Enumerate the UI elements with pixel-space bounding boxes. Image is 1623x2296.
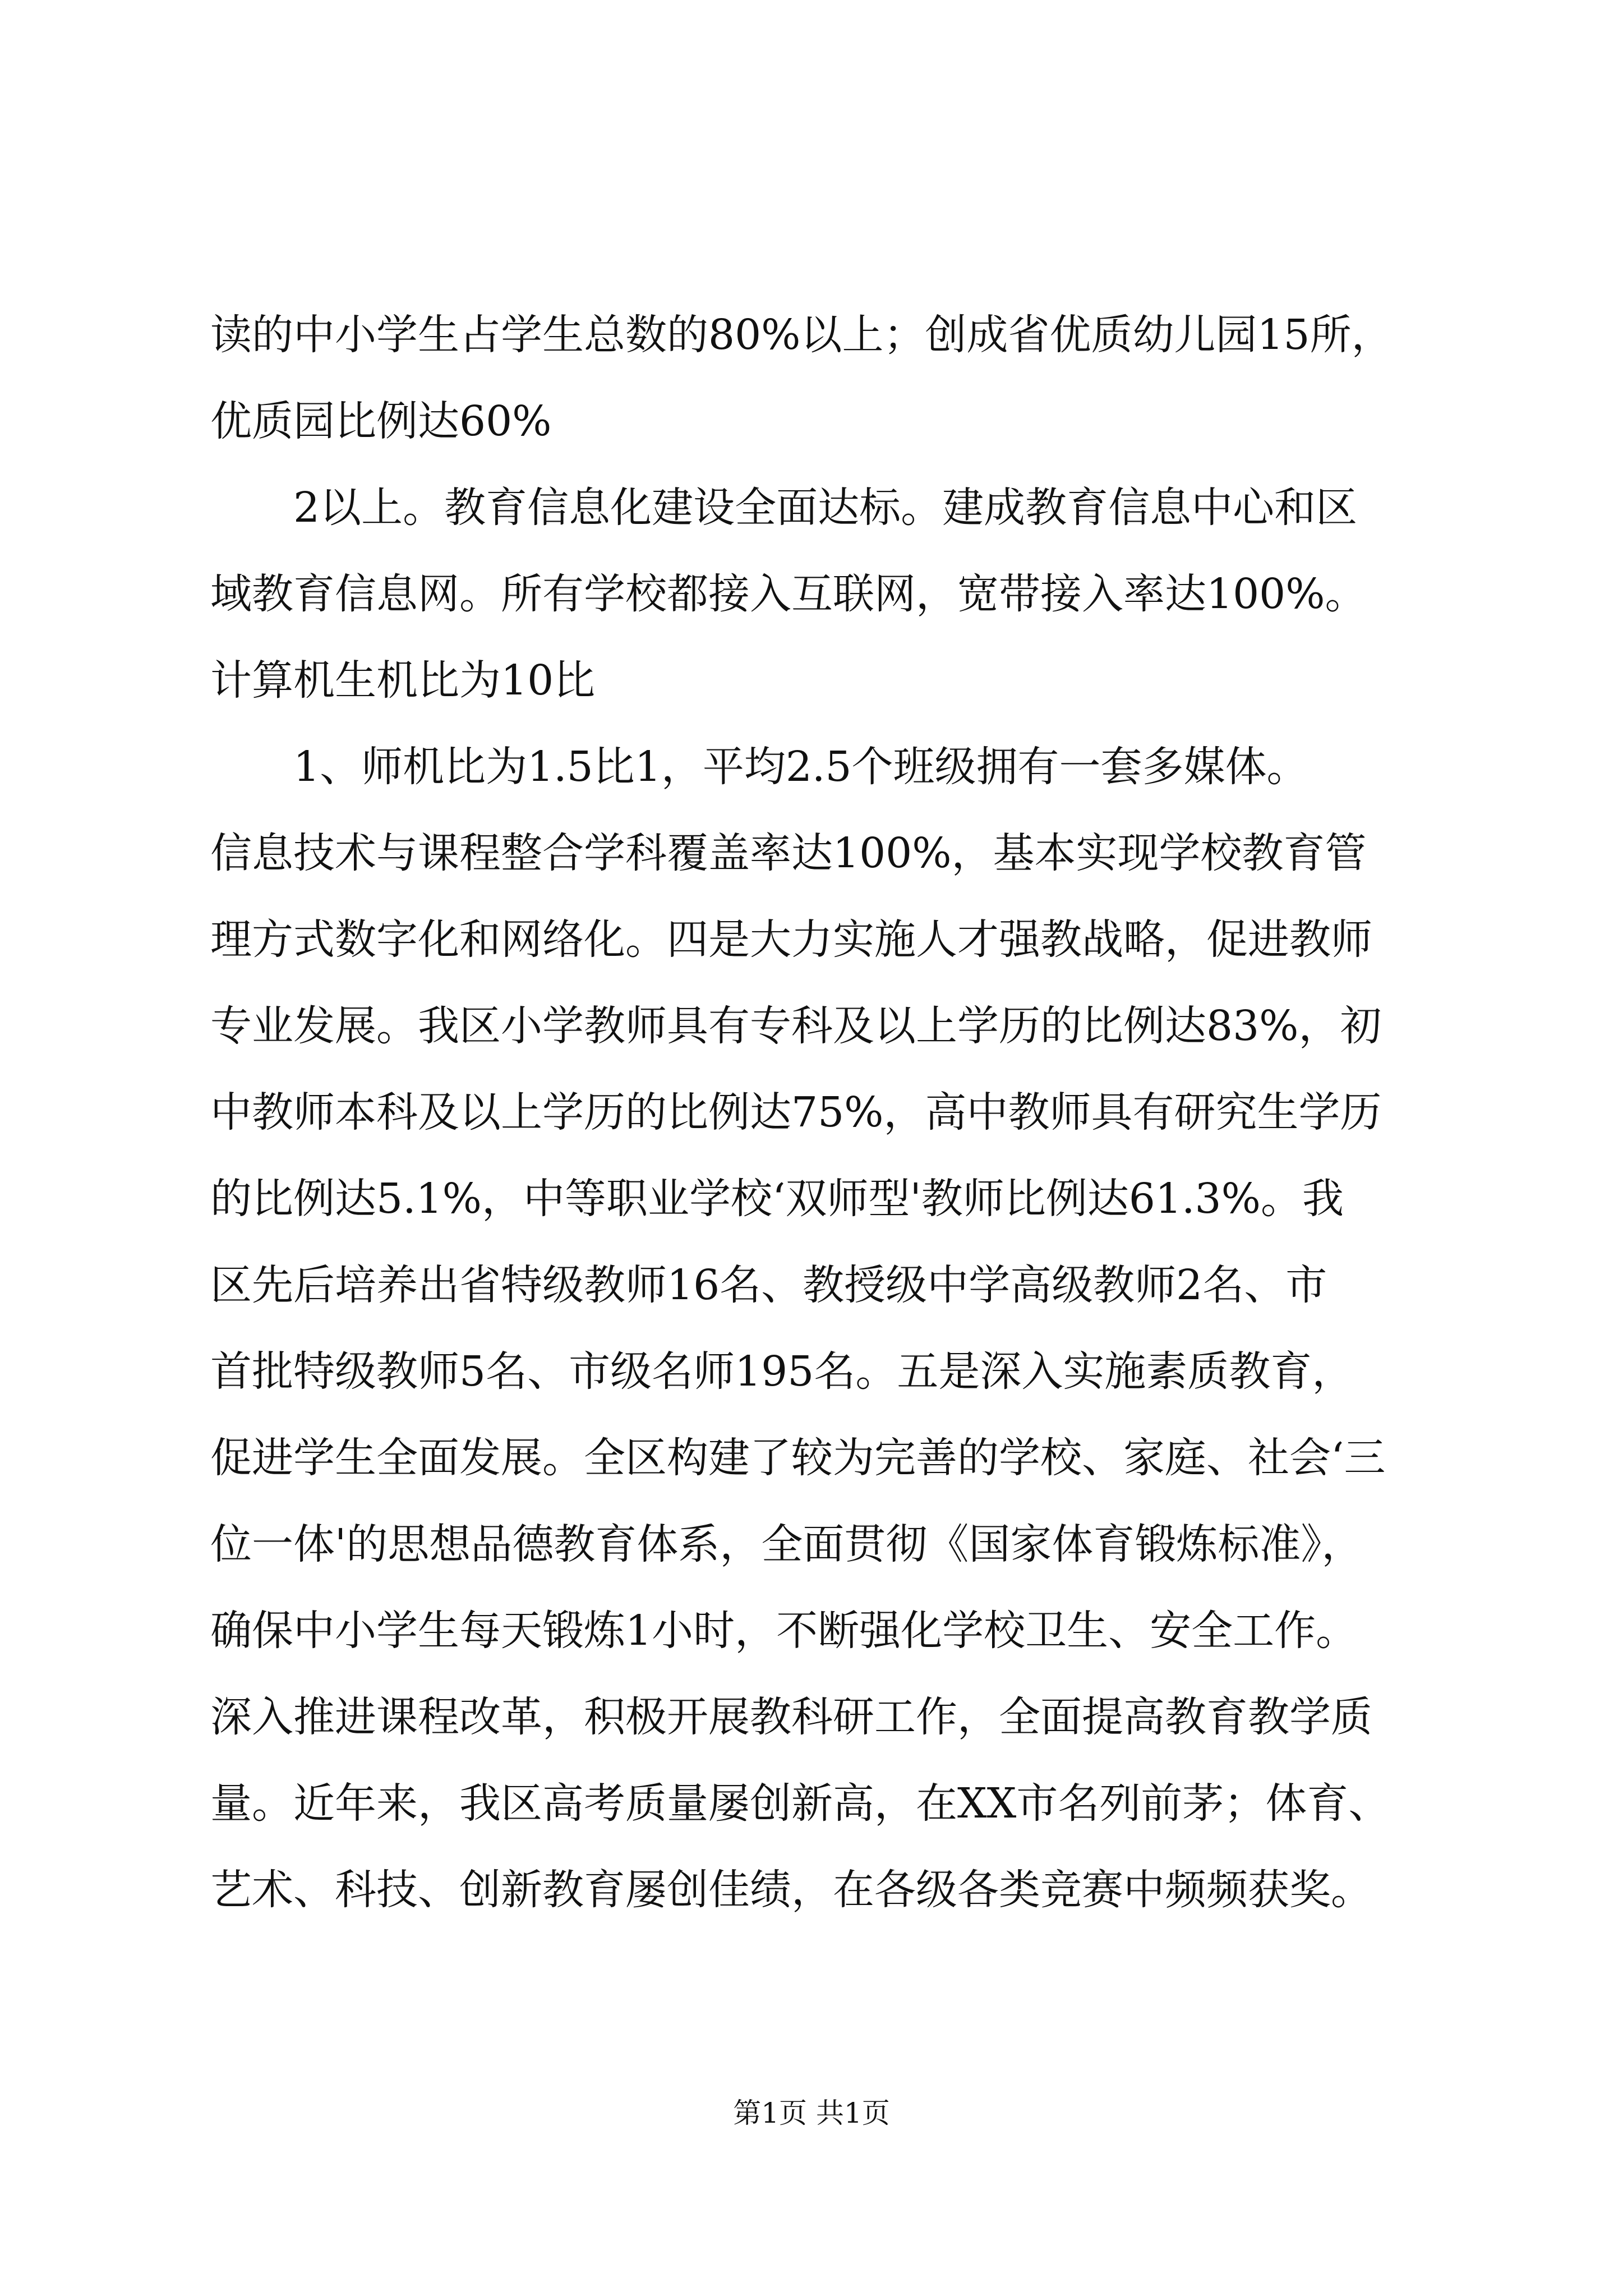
text-line: 确保中小学生每天锻炼1小时，不断强化学校卫生、安全工作。 <box>210 1607 1358 1655</box>
text-line: 信息技术与课程整合学科覆盖率达100%，基本实现学校教育管 <box>210 829 1367 877</box>
text-line: 专业发展。我区小学教师具有专科及以上学历的比例达83%，初 <box>210 1002 1382 1050</box>
text-line: 的比例达5.1%，中等职业学校‘双师型'教师比例达61.3%。我 <box>210 1175 1344 1223</box>
text-line: 中教师本科及以上学历的比例达75%，高中教师具有研究生学历 <box>210 1088 1382 1137</box>
text-line: 读的中小学生占学生总数的80%以上；创成省优质幼儿园15所， <box>210 311 1393 359</box>
text-line-paragraph-start: 2以上。教育信息化建设全面达标。建成教育信息中心和区 <box>293 484 1358 532</box>
text-line: 位一体'的思想品德教育体系，全面贯彻《国家体育锻炼标准》， <box>210 1520 1363 1568</box>
text-line-paragraph-start: 1、师机比为1.5比1，平均2.5个班级拥有一套多媒体。 <box>293 743 1308 791</box>
page-number-footer: 第1页 共1页 <box>733 2097 890 2129</box>
body-text <box>210 292 1416 1933</box>
text-line: 计算机生机比为10比 <box>210 656 596 705</box>
text-line: 理方式数字化和网络化。四是大力实施人才强教战略，促进教师 <box>210 915 1372 964</box>
text-line: 域教育信息网。所有学校都接入互联网，宽带接入率达100%。 <box>210 570 1367 618</box>
text-line: 区先后培养出省特级教师16名、教授级中学高级教师2名、市 <box>210 1261 1327 1309</box>
text-line: 艺术、科技、创新教育屡创佳绩，在各级各类竞赛中频频获奖。 <box>210 1866 1372 1914</box>
text-line: 深入推进课程改革，积极开展教科研工作，全面提高教育教学质 <box>210 1693 1372 1741</box>
text-line: 促进学生全面发展。全区构建了较为完善的学校、家庭、社会‘三 <box>210 1434 1386 1482</box>
text-line: 首批特级教师5名、市级名师195名。五是深入实施素质教育， <box>210 1347 1354 1396</box>
text-line: 量。近年来，我区高考质量屡创新高，在XX市名列前茅；体育、 <box>210 1779 1390 1828</box>
text-line: 优质园比例达60% <box>210 397 552 445</box>
